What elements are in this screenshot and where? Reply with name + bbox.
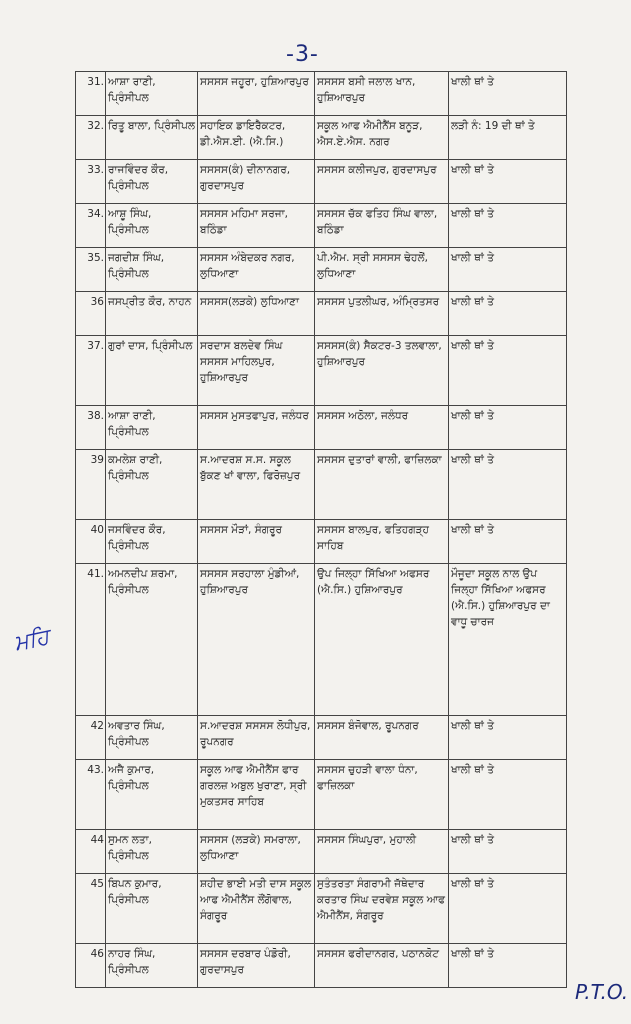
remarks-cell: ਖਾਲੀ ਥਾਂ ਤੇ bbox=[449, 160, 567, 204]
table-row bbox=[76, 830, 567, 874]
name-cell: ਜਸਪ੍ਰੀਤ ਕੌਰ, ਨਾਹਨ bbox=[106, 292, 198, 336]
table-row bbox=[76, 520, 567, 564]
from-station-cell: ਸ.ਆਦਰਸ਼ ਸਸਸਸ ਲੋਧੀਪੁਰ, ਰੂਪਨਗਰ bbox=[198, 716, 315, 760]
serial-cell: 42 bbox=[76, 716, 106, 760]
name-cell: ਕਮਲੇਸ਼ ਰਾਣੀ, ਪ੍ਰਿੰਸੀਪਲ bbox=[106, 450, 198, 520]
remarks-cell: ਖਾਲੀ ਥਾਂ ਤੇ bbox=[449, 406, 567, 450]
remarks-cell: ਖਾਲੀ ਥਾਂ ਤੇ bbox=[449, 944, 567, 988]
name-cell: ਅਜੈ ਕੁਮਾਰ, ਪ੍ਰਿੰਸੀਪਲ bbox=[106, 760, 198, 830]
to-station-cell: ਸਸਸਸ ਬਾਲਪੁਰ, ਫਤਿਹਗੜ੍ਹ ਸਾਹਿਬ bbox=[315, 520, 449, 564]
name-cell: ਰਿਤੂ ਬਾਲਾ, ਪ੍ਰਿੰਸੀਪਲ bbox=[106, 116, 198, 160]
remarks-cell: ਖਾਲੀ ਥਾਂ ਤੇ bbox=[449, 336, 567, 406]
name-cell: ਆਸ਼ਾ ਰਾਣੀ, ਪ੍ਰਿੰਸੀਪਲ bbox=[106, 72, 198, 116]
table-row bbox=[76, 760, 567, 830]
table-row bbox=[76, 116, 567, 160]
table-row bbox=[76, 406, 567, 450]
from-station-cell: ਸਸਸਸ(ਲੜਕੇ) ਲੁਧਿਆਣਾ bbox=[198, 292, 315, 336]
serial-cell: 32. bbox=[76, 116, 106, 160]
from-station-cell: ਸਸਸਸ ਸਰਹਾਲਾ ਮੁੰਡੀਆਂ, ਹੁਸ਼ਿਆਰਪੁਰ bbox=[198, 564, 315, 716]
transfer-table bbox=[75, 71, 567, 988]
from-station-cell: ਸਸਸਸ ਅੰਬੇਦਕਰ ਨਗਰ, ਲੁਧਿਆਣਾ bbox=[198, 248, 315, 292]
to-station-cell: ਸਸਸਸ ਬੰਜੋਵਾਲ, ਰੂਪਨਗਰ bbox=[315, 716, 449, 760]
remarks-cell: ਲੜੀ ਨੰ: 19 ਦੀ ਥਾਂ ਤੇ bbox=[449, 116, 567, 160]
from-station-cell: ਸ.ਆਦਰਸ਼ ਸ.ਸ. ਸਕੂਲ ਬੁੱਕਣ ਖਾਂ ਵਾਲਾ, ਫਿਰੋਜ਼ਪੁਰ bbox=[198, 450, 315, 520]
serial-cell: 35. bbox=[76, 248, 106, 292]
remarks-cell: ਖਾਲੀ ਥਾਂ ਤੇ bbox=[449, 72, 567, 116]
to-station-cell: ਸਸਸਸ ਸਿੰਘਪੁਰਾ, ਮੁਹਾਲੀ bbox=[315, 830, 449, 874]
serial-cell: 33. bbox=[76, 160, 106, 204]
from-station-cell: ਸਸਸਸ(ਕੰ) ਦੀਨਾਨਗਰ, ਗੁਰਦਾਸਪੁਰ bbox=[198, 160, 315, 204]
to-station-cell: ਸਸਸਸ(ਕੰ) ਸੈਕਟਰ-3 ਤਲਵਾਲਾ, ਹੁਸ਼ਿਆਰਪੁਰ bbox=[315, 336, 449, 406]
table-row bbox=[76, 716, 567, 760]
remarks-cell: ਖਾਲੀ ਥਾਂ ਤੇ bbox=[449, 248, 567, 292]
to-station-cell: ਪੀ.ਐਮ. ਸ੍ਰੀ ਸਸਸਸ ਢੇਹਲੋਂ, ਲੁਧਿਆਣਾ bbox=[315, 248, 449, 292]
table-row bbox=[76, 160, 567, 204]
pto-note: P.T.O. bbox=[575, 980, 629, 1004]
table-row bbox=[76, 874, 567, 944]
serial-cell: 39 bbox=[76, 450, 106, 520]
serial-cell: 34. bbox=[76, 204, 106, 248]
table-row bbox=[76, 292, 567, 336]
from-station-cell: ਸਸਸਸ ਮੌੜਾਂ, ਸੰਗਰੂਰ bbox=[198, 520, 315, 564]
remarks-cell: ਖਾਲੀ ਥਾਂ ਤੇ bbox=[449, 520, 567, 564]
to-station-cell: ਉਪ ਜਿਲ੍ਹਾ ਸਿੱਖਿਆ ਅਫਸਰ (ਐ.ਸਿ.) ਹੁਸ਼ਿਆਰਪੁਰ bbox=[315, 564, 449, 716]
name-cell: ਅਮਨਦੀਪ ਸ਼ਰਮਾ, ਪ੍ਰਿੰਸੀਪਲ bbox=[106, 564, 198, 716]
to-station-cell: ਸਸਸਸ ਬਸੀ ਜਲਾਲ ਖਾਨ, ਹੁਸ਼ਿਆਰਪੁਰ bbox=[315, 72, 449, 116]
remarks-cell: ਖਾਲੀ ਥਾਂ ਤੇ bbox=[449, 204, 567, 248]
remarks-cell: ਖਾਲੀ ਥਾਂ ਤੇ bbox=[449, 716, 567, 760]
table-row bbox=[76, 944, 567, 988]
margin-signature: ਮਹਿ bbox=[11, 624, 52, 657]
remarks-cell: ਖਾਲੀ ਥਾਂ ਤੇ bbox=[449, 874, 567, 944]
to-station-cell: ਸਕੂਲ ਆਫ ਐਮੀਨੈਂਸ ਬਨੂੜ, ਐਸ.ਏ.ਐਸ. ਨਗਰ bbox=[315, 116, 449, 160]
name-cell: ਆਸ਼ੂ ਸਿੰਘ, ਪ੍ਰਿੰਸੀਪਲ bbox=[106, 204, 198, 248]
remarks-cell: ਖਾਲੀ ਥਾਂ ਤੇ bbox=[449, 760, 567, 830]
serial-cell: 40 bbox=[76, 520, 106, 564]
from-station-cell: ਸ਼ਹੀਦ ਭਾਈ ਮਤੀ ਦਾਸ ਸਕੂਲ ਆਫ ਐਮੀਨੈਂਸ ਲੌਂਗੋਵਾਲ, ਸੰਗਰੂਰ bbox=[198, 874, 315, 944]
serial-cell: 36 bbox=[76, 292, 106, 336]
table-row bbox=[76, 564, 567, 716]
to-station-cell: ਸਸਸਸ ਦੁਤਾਰਾਂ ਵਾਲੀ, ਫਾਜ਼ਿਲਕਾ bbox=[315, 450, 449, 520]
to-station-cell: ਸਸਸਸ ਚੁਹੜੀ ਵਾਲਾ ਧੰਨਾ, ਫਾਜ਼ਿਲਕਾ bbox=[315, 760, 449, 830]
from-station-cell: ਸਰਦਾਸ ਬਲਦੇਵ ਸਿੰਘ ਸਸਸਸ ਮਾਹਿਲਪੁਰ, ਹੁਸ਼ਿਆਰਪੁਰ bbox=[198, 336, 315, 406]
from-station-cell: ਸਸਸਸ ਮੁਸਤਫਾਪੁਰ, ਜਲੰਧਰ bbox=[198, 406, 315, 450]
page-number: -3- bbox=[286, 42, 319, 67]
from-station-cell: ਸਸਸਸ ਮਹਿਮਾ ਸਰਜਾ, ਬਠਿੰਡਾ bbox=[198, 204, 315, 248]
serial-cell: 43. bbox=[76, 760, 106, 830]
to-station-cell: ਸਸਸਸ ਫਰੀਦਾਨਗਰ, ਪਠਾਨਕੋਟ bbox=[315, 944, 449, 988]
table-row bbox=[76, 450, 567, 520]
table-row bbox=[76, 72, 567, 116]
name-cell: ਸੁਮਨ ਲਤਾ, ਪ੍ਰਿੰਸੀਪਲ bbox=[106, 830, 198, 874]
remarks-cell: ਖਾਲੀ ਥਾਂ ਤੇ bbox=[449, 450, 567, 520]
serial-cell: 37. bbox=[76, 336, 106, 406]
name-cell: ਜਸਵਿੰਦਰ ਕੌਰ, ਪ੍ਰਿੰਸੀਪਲ bbox=[106, 520, 198, 564]
serial-cell: 44 bbox=[76, 830, 106, 874]
remarks-cell: ਖਾਲੀ ਥਾਂ ਤੇ bbox=[449, 292, 567, 336]
to-station-cell: ਸਸਸਸ ਚੱਕ ਫਤਿਹ ਸਿੰਘ ਵਾਲਾ, ਬਠਿੰਡਾ bbox=[315, 204, 449, 248]
from-station-cell: ਸਸਸਸ (ਲੜਕੇ) ਸਮਰਾਲਾ, ਲੁਧਿਆਣਾ bbox=[198, 830, 315, 874]
serial-cell: 31. bbox=[76, 72, 106, 116]
name-cell: ਗੁਰਾਂ ਦਾਸ, ਪ੍ਰਿੰਸੀਪਲ bbox=[106, 336, 198, 406]
table-row bbox=[76, 204, 567, 248]
serial-cell: 38. bbox=[76, 406, 106, 450]
from-station-cell: ਸਸਸਸ ਦਰਬਾਰ ਪੰਡੋਰੀ, ਗੁਰਦਾਸਪੁਰ bbox=[198, 944, 315, 988]
from-station-cell: ਸਹਾਇਕ ਡਾਇਰੈਕਟਰ, ਡੀ.ਐਸ.ਈ. (ਐ.ਸਿ.) bbox=[198, 116, 315, 160]
name-cell: ਰਾਜਵਿੰਦਰ ਕੌਰ, ਪ੍ਰਿੰਸੀਪਲ bbox=[106, 160, 198, 204]
serial-cell: 41. bbox=[76, 564, 106, 716]
to-station-cell: ਸਸਸਸ ਪੁਤਲੀਘਰ, ਅੰਮ੍ਰਿਤਸਰ bbox=[315, 292, 449, 336]
table-row bbox=[76, 248, 567, 292]
from-station-cell: ਸਸਸਸ ਜਹੂਰਾ, ਹੁਸ਼ਿਆਰਪੁਰ bbox=[198, 72, 315, 116]
name-cell: ਆਸ਼ਾ ਰਾਣੀ, ਪ੍ਰਿੰਸੀਪਲ bbox=[106, 406, 198, 450]
transfer-table-body bbox=[76, 72, 567, 988]
name-cell: ਨਾਹਰ ਸਿੰਘ, ਪ੍ਰਿੰਸੀਪਲ bbox=[106, 944, 198, 988]
remarks-cell: ਖਾਲੀ ਥਾਂ ਤੇ bbox=[449, 830, 567, 874]
serial-cell: 45 bbox=[76, 874, 106, 944]
to-station-cell: ਸਸਸਸ ਅਠੋਲਾ, ਜਲੰਧਰ bbox=[315, 406, 449, 450]
name-cell: ਜਗਦੀਸ਼ ਸਿੰਘ, ਪ੍ਰਿੰਸੀਪਲ bbox=[106, 248, 198, 292]
name-cell: ਅਵਤਾਰ ਸਿੰਘ, ਪ੍ਰਿੰਸੀਪਲ bbox=[106, 716, 198, 760]
name-cell: ਬਿਪਨ ਕੁਮਾਰ, ਪ੍ਰਿੰਸੀਪਲ bbox=[106, 874, 198, 944]
to-station-cell: ਸਸਸਸ ਕਲੀਜਪੁਰ, ਗੁਰਦਾਸਪੁਰ bbox=[315, 160, 449, 204]
serial-cell: 46 bbox=[76, 944, 106, 988]
remarks-cell: ਮੌਜੂਦਾ ਸਕੂਲ ਨਾਲ ਉਪ ਜਿਲ੍ਹਾ ਸਿੱਖਿਆ ਅਫਸਰ (ਐ.ਸਿ.) ਹੁਸ਼ਿਆਰਪੁਰ ਦਾ ਵਾਧੂ ਚਾਰਜ bbox=[449, 564, 567, 716]
table-row bbox=[76, 336, 567, 406]
to-station-cell: ਸੁਤੰਤਰਤਾ ਸੰਗਰਾਮੀ ਜੱਥੇਦਾਰ ਕਰਤਾਰ ਸਿੰਘ ਦਰਵੇਸ਼ ਸਕੂਲ ਆਫ ਐਮੀਨੈਂਸ, ਸੰਗਰੂਰ bbox=[315, 874, 449, 944]
from-station-cell: ਸਕੂਲ ਆਫ ਐਮੀਨੈਂਸ ਫਾਰ ਗਰਲਜ਼ ਅਬੁਲ ਖੁਰਾਣਾ, ਸ੍ਰੀ ਮੁਕਤਸਰ ਸਾਹਿਬ bbox=[198, 760, 315, 830]
